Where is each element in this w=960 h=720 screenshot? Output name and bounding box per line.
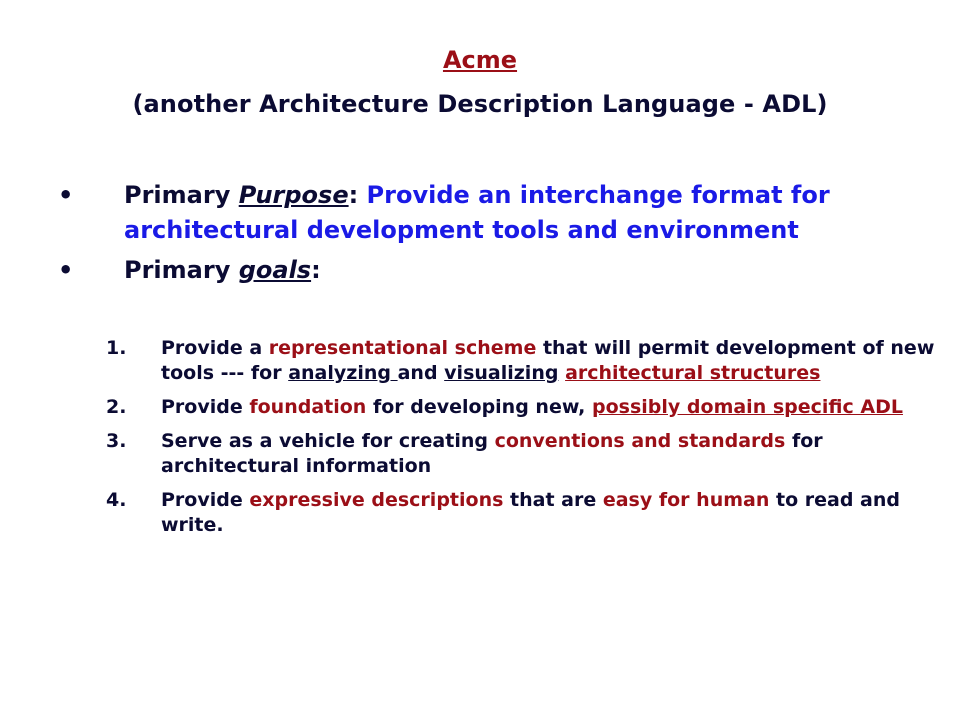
goal-highlight-underlined: architectural structures <box>565 362 821 384</box>
goal-number: 3. <box>106 430 127 452</box>
goal-text: Provide <box>161 396 250 418</box>
goal-underlined: analyzing <box>288 362 398 384</box>
goal-text: Provide a <box>161 337 269 359</box>
bullet-primary-goals <box>58 253 938 288</box>
goal-text: that will permit development of new tools --- for <box>161 337 935 384</box>
title-acme: Acme <box>442 46 518 74</box>
goal-text: Provide <box>161 489 250 511</box>
bullet-dot-icon: • <box>58 181 74 209</box>
goal-text: and <box>397 362 445 384</box>
purpose-label-emphasis: Purpose <box>238 181 349 209</box>
goal-text: to read and write. <box>161 489 900 536</box>
goal-item-1 <box>106 336 946 386</box>
goal-text: Serve as a vehicle for creating <box>161 430 495 452</box>
bullet-dot-icon: • <box>58 256 74 284</box>
goal-text: that are <box>503 489 603 511</box>
purpose-text: Provide an interchange format for architectural development tools and environment <box>124 181 830 244</box>
slide-title <box>0 40 960 124</box>
goals-label-primary: Primary <box>124 256 239 284</box>
goal-highlight: representational scheme <box>268 337 537 359</box>
title-subtitle: (another Architecture Description Language - ADL) <box>132 90 828 118</box>
goal-number: 1. <box>106 337 127 359</box>
goal-highlight-underlined: possibly domain specific ADL <box>592 396 903 418</box>
goal-highlight: conventions and standards <box>494 430 786 452</box>
goal-number: 4. <box>106 489 127 511</box>
bullet-list <box>58 178 938 288</box>
goal-number: 2. <box>106 396 127 418</box>
goal-item-3 <box>106 429 946 479</box>
goals-label-colon: : <box>311 256 321 284</box>
purpose-label-colon: : <box>348 181 359 209</box>
goal-highlight: easy for human <box>602 489 770 511</box>
goal-item-2 <box>106 395 946 420</box>
goals-list <box>106 336 946 538</box>
goal-highlight: foundation <box>249 396 367 418</box>
goals-label-emphasis: goals <box>238 256 312 284</box>
purpose-label-primary: Primary <box>124 181 239 209</box>
goal-underlined: visualizing <box>444 362 559 384</box>
goal-highlight: expressive descriptions <box>249 489 504 511</box>
goal-text: for developing new, <box>366 396 593 418</box>
goal-item-4 <box>106 488 946 538</box>
goal-text: for architectural information <box>161 430 823 477</box>
bullet-primary-purpose <box>58 178 938 248</box>
